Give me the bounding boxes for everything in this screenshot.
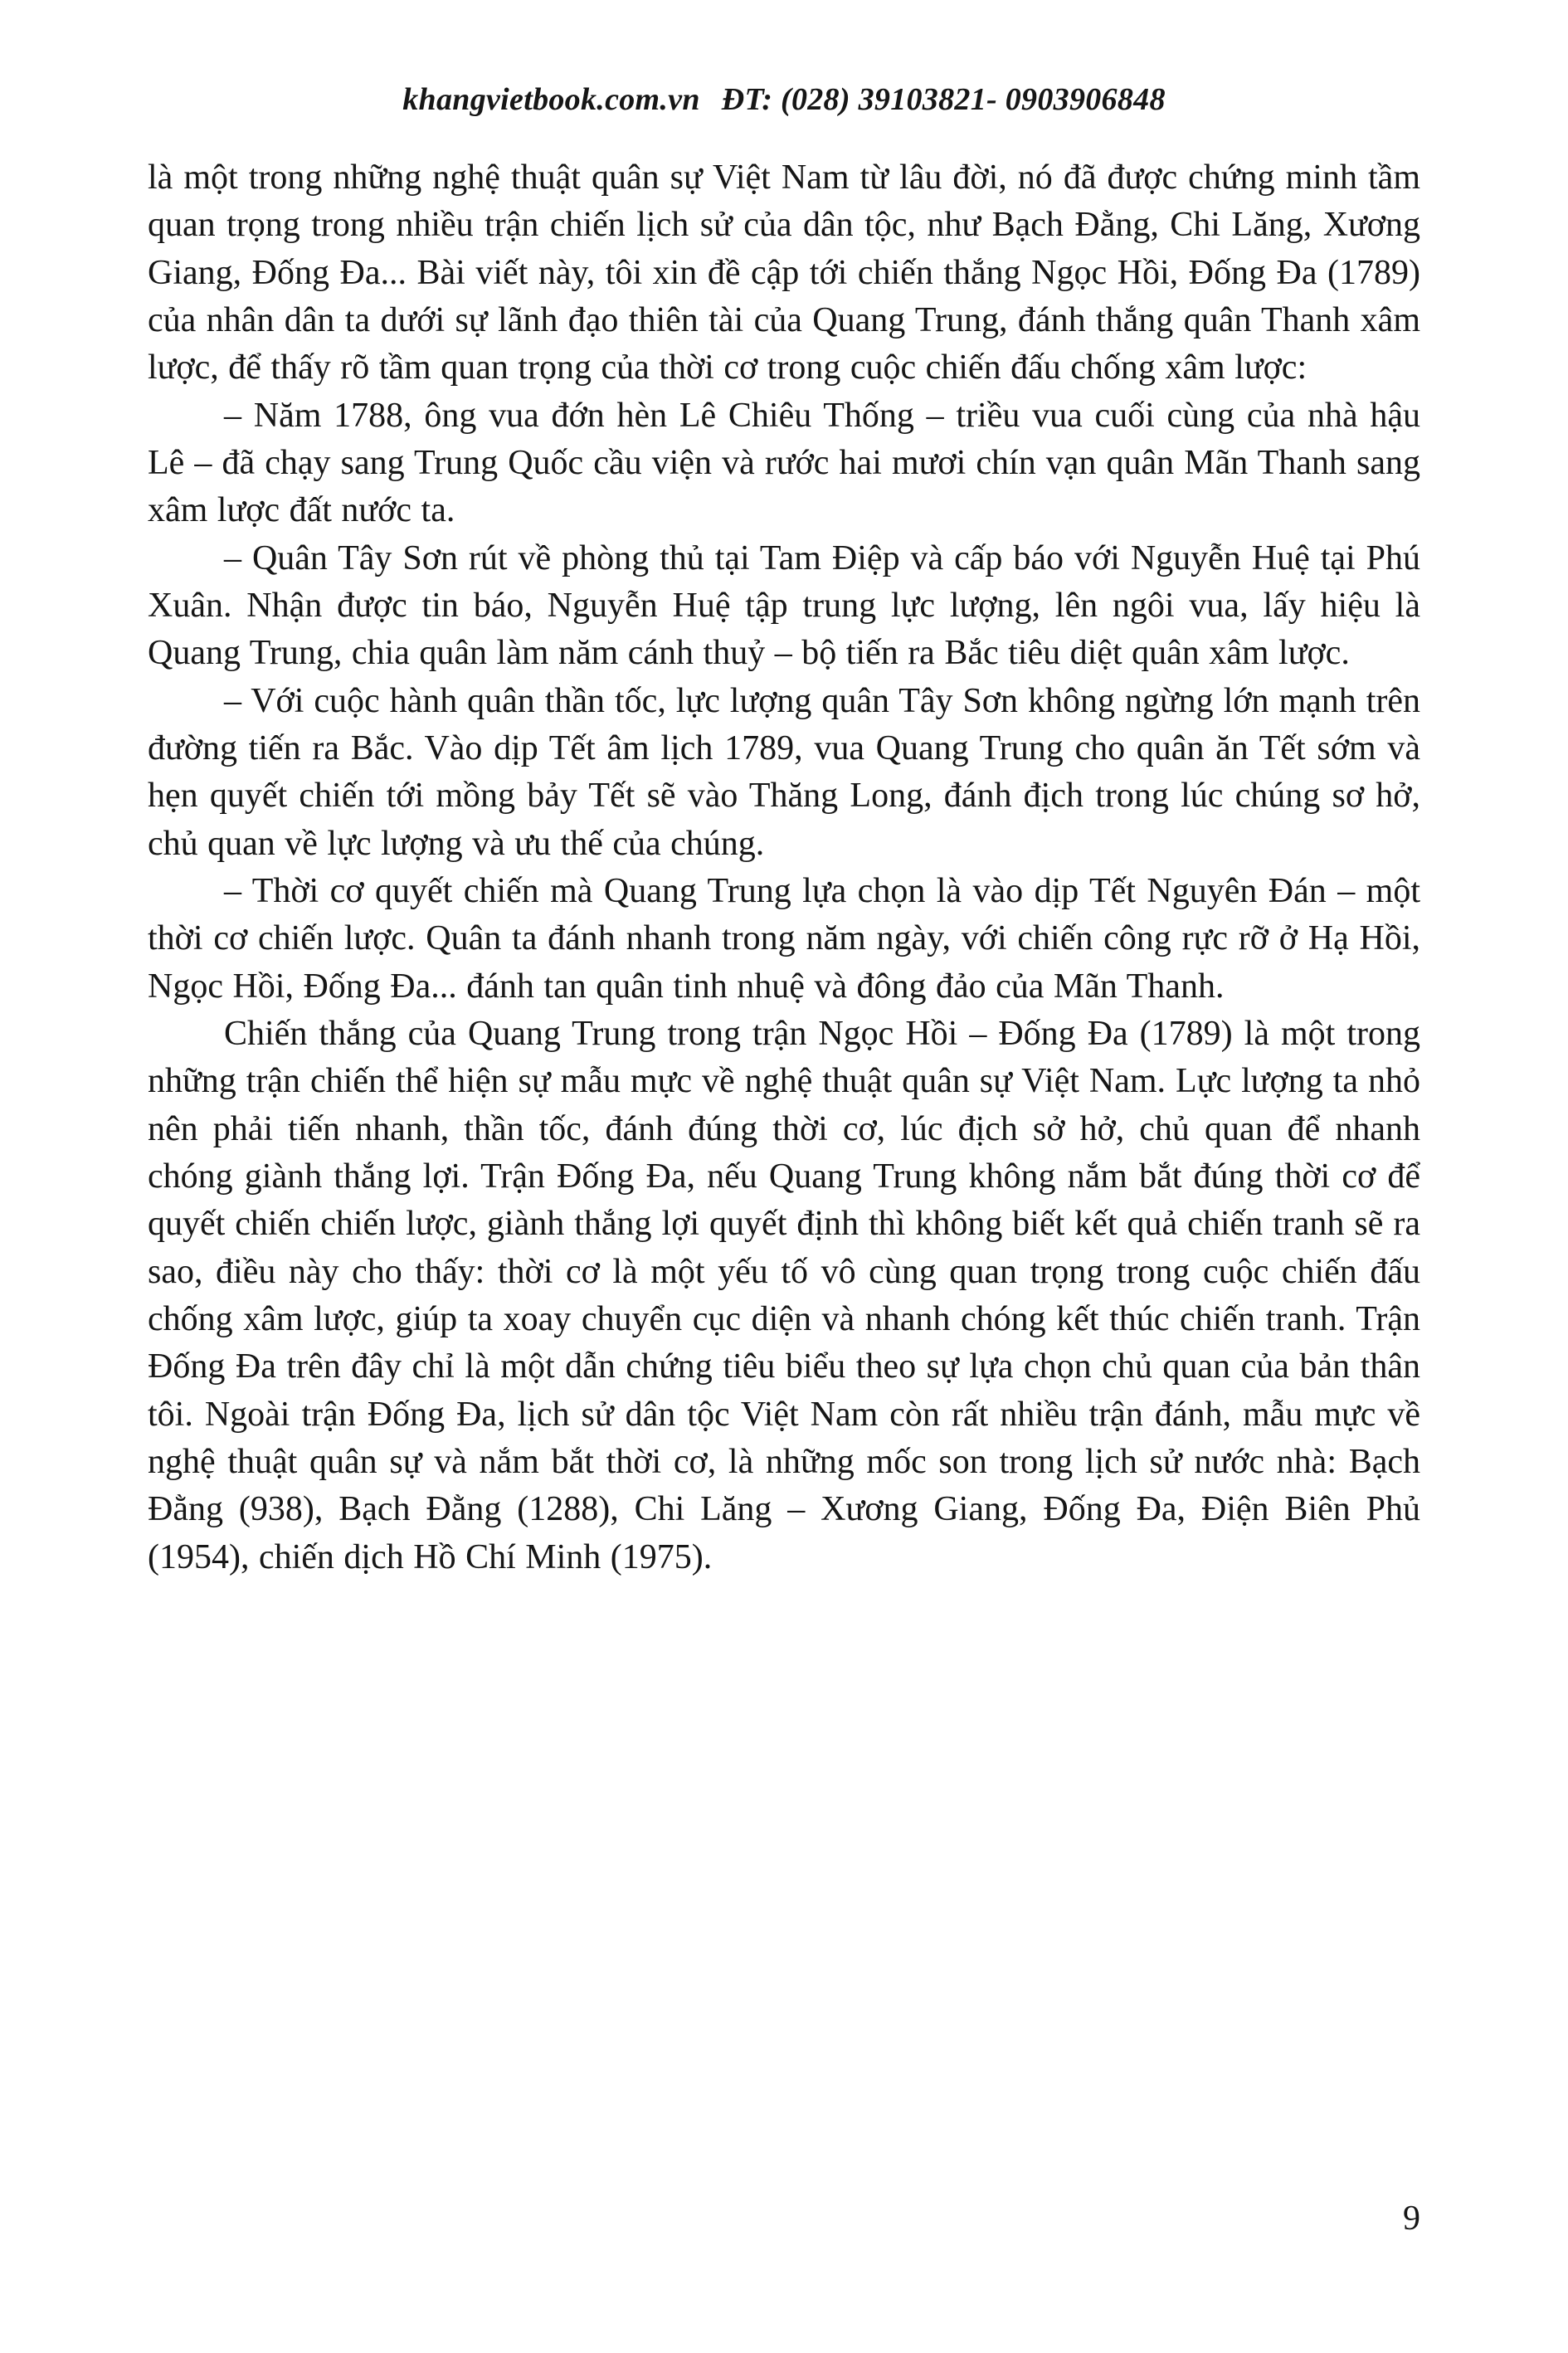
page-number: 9 [1403, 2200, 1420, 2238]
body-text [148, 154, 1420, 1581]
paragraph: – Quân Tây Sơn rút về phòng thủ tại Tam Điệp và cấp báo với Nguyễn Huệ tại Phú Xuân. Nhận được tin báo, Nguyễn Huệ tập trung lực lượng, lên ngôi vua, lấy hiệu là Quang Trung, chia quân làm năm cánh thuỷ – bộ tiến ra Bắc tiêu diệt quân xâm lược. [148, 538, 1420, 673]
header-phone: ĐT: (028) 39103821- 0903906848 [721, 82, 1166, 117]
paragraph: Chiến thắng của Quang Trung trong trận Ngọc Hồi – Đống Đa (1789) là một trong những trận chiến thể hiện sự mẫu mực về nghệ thuật quân sự Việt Nam. Lực lượng ta nhỏ nên phải tiến nhanh, thần tốc, đánh đúng thời cơ, lúc địch sở hở, chủ quan để nhanh chóng giành thắng lợi. Trận Đống Đa, nếu Quang Trung không nắm bắt đúng thời cơ để quyết chiến chiến lược, giành thắng lợi quyết định thì không biết kết quả chiến tranh sẽ ra sao, điều này cho thấy: thời cơ là một yếu tố vô cùng quan trọng trong cuộc chiến đấu chống xâm lược, giúp ta xoay chuyển cục diện và nhanh chóng kết thúc chiến tranh. Trận Đống Đa trên đây chỉ là một dẫn chứng tiêu biểu theo sự lựa chọn chủ quan của bản thân tôi. Ngoài trận Đống Đa, lịch sử dân tộc Việt Nam còn rất nhiều trận đánh, mẫu mực về nghệ thuật quân sự và nắm bắt thời cơ, là những mốc son trong lịch sử nước nhà: Bạch Đằng (938), Bạch Đằng (1288), Chi Lăng – Xương Giang, Đống Đa, Điện Biên Phủ (1954), chiến dịch Hồ Chí Minh (1975). [148, 1014, 1420, 1576]
paragraph: – Năm 1788, ông vua đớn hèn Lê Chiêu Thống – triều vua cuối cùng của nhà hậu Lê – đã chạy sang Trung Quốc cầu viện và rước hai mươi chín vạn quân Mãn Thanh sang xâm lược đất nước ta. [148, 396, 1420, 530]
header-website: khangvietbook.com.vn [402, 82, 700, 117]
page-header [148, 81, 1420, 118]
paragraph: – Với cuộc hành quân thần tốc, lực lượng quân Tây Sơn không ngừng lớn mạnh trên đường tiến ra Bắc. Vào dịp Tết âm lịch 1789, vua Quang Trung cho quân ăn Tết sớm và hẹn quyết chiến tới mồng bảy Tết sẽ vào Thăng Long, đánh địch trong lúc chúng sơ hở, chủ quan về lực lượng và ưu thế của chúng. [148, 681, 1420, 863]
paragraph: – Thời cơ quyết chiến mà Quang Trung lựa chọn là vào dịp Tết Nguyên Đán – một thời cơ chiến lược. Quân ta đánh nhanh trong năm ngày, với chiến công rực rỡ ở Hạ Hồi, Ngọc Hồi, Đống Đa... đánh tan quân tinh nhuệ và đông đảo của Mãn Thanh. [148, 871, 1420, 1006]
paragraph: là một trong những nghệ thuật quân sự Việt Nam từ lâu đời, nó đã được chứng minh tầm quan trọng trong nhiều trận chiến lịch sử của dân tộc, như Bạch Đằng, Chi Lăng, Xương Giang, Đống Đa... Bài viết này, tôi xin đề cập tới chiến thắng Ngọc Hồi, Đống Đa (1789) của nhân dân ta dưới sự lãnh đạo thiên tài của Quang Trung, đánh thắng quân Thanh xâm lược, để thấy rõ tầm quan trọng của thời cơ trong cuộc chiến đấu chống xâm lược: [148, 158, 1420, 387]
